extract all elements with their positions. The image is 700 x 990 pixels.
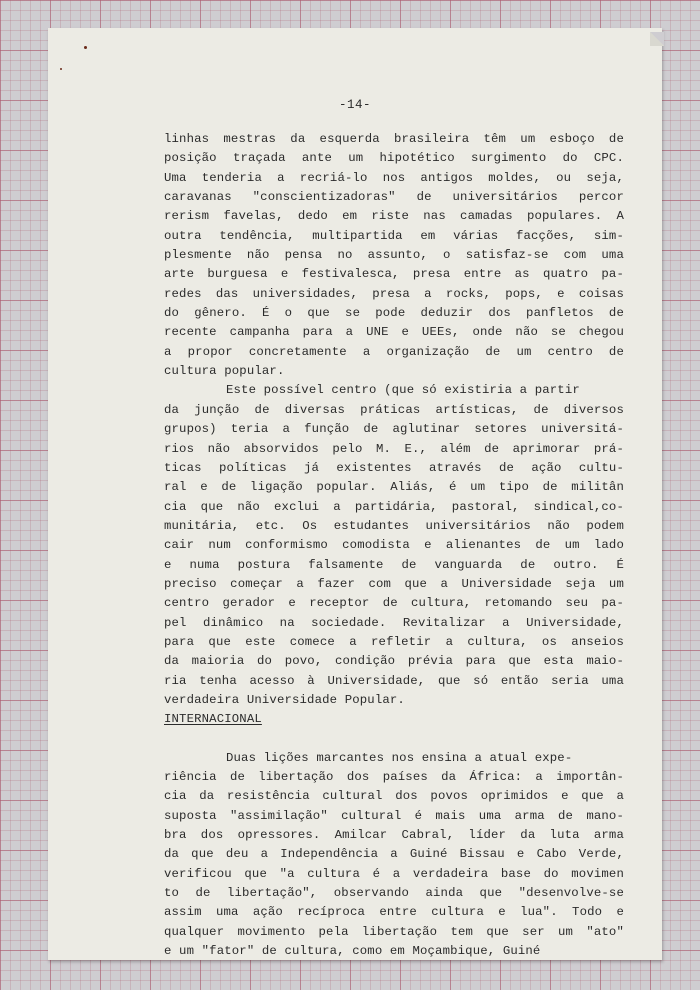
text-line: e numa postura falsamente de vanguarda de outro. É	[164, 557, 624, 572]
text-line: riência de libertação dos países da África: a importân-	[164, 770, 624, 784]
text-line: pel dinâmico na sociedade. Revitalizar a Universidade,	[164, 615, 624, 630]
text-line: e um "fator" de cultura, como em Moçambique, Guiné	[164, 944, 541, 959]
text-line: do gênero. É o que se pode deduzir dos panfletos de	[164, 306, 624, 321]
blank-line	[164, 730, 624, 749]
text-line: rerism favelas, dedo em riste nas camadas populares. A	[164, 209, 624, 224]
text-line: da maioria do povo, condição prévia para que esta maio-	[164, 654, 624, 669]
text-line: outra tendência, multipartida em várias facções, sim-	[164, 228, 624, 243]
text-line: Duas lições marcantes nos ensina a atual expe-	[226, 750, 573, 765]
text-line: cia da resistência cultural dos povos oprimidos e que a	[164, 789, 624, 804]
text-line: para que este comece a refletir a cultura, os anseios	[164, 634, 624, 649]
text-line: a propor concretamente a organização de um centro de	[164, 344, 624, 359]
ink-speck	[84, 46, 87, 49]
text-line: ral e de ligação popular. Aliás, é um tipo de militân	[164, 480, 624, 495]
text-line: caravanas "conscientizadoras" de universitários percor	[164, 190, 624, 205]
text-line: grupos) teria a função de aglutinar setores universitá-	[164, 422, 624, 437]
text-line: rios não absorvidos pelo M. E., além de aprimorar prá-	[164, 441, 624, 456]
text-line: cultura popular.	[164, 364, 285, 379]
text-line: da junção de diversas práticas artísticas, de diversos	[164, 402, 624, 417]
text-line: cia que não exclui a partidária, pastoral, sindical,co-	[164, 499, 624, 514]
text-line: preciso começar a fazer com que a Universidade seja um	[164, 576, 624, 591]
text-line: qualquer movimento pela libertação tem que ser um "ato"	[164, 924, 624, 939]
text-line: plesmente não pensa no assunto, o satisfaz-se com uma	[164, 248, 624, 263]
text-line: assim uma ação recíproca entre cultura e lua". Todo e	[164, 905, 624, 920]
text-line: verdadeira Universidade Popular.	[164, 692, 405, 707]
text-line: da que deu a Independência a Guiné Bissau e Cabo Verde,	[164, 847, 624, 862]
text-line: redes das universidades, presa a rocks, pops, e coisas	[164, 286, 624, 301]
text-line: recente campanha para a UNE e UEEs, onde não se chegou	[164, 325, 624, 340]
text-line: posição traçada ante um hipotético surgimento do CPC.	[164, 151, 624, 166]
text-line: suposta "assimilação" cultural é mais uma arma de mano-	[164, 808, 624, 823]
text-line: linhas mestras da esquerda brasileira têm um esboço de	[164, 132, 624, 146]
section-heading: INTERNACIONAL	[164, 712, 262, 727]
text-line: to de libertação", observando ainda que "desenvolve-se	[164, 886, 624, 901]
text-line: bra dos opressores. Amilcar Cabral, líder da luta arma	[164, 828, 624, 843]
body-text	[164, 130, 624, 961]
text-line: arte burguesa e festivalesca, presa entre as quatro pa-	[164, 267, 624, 282]
document-page	[48, 28, 662, 960]
text-line: ticas políticas já existentes através de ação cultu-	[164, 460, 624, 475]
text-line: centro gerador e receptor de cultura, retomando seu pa-	[164, 596, 624, 611]
folded-corner	[650, 32, 664, 46]
paragraph-2	[164, 381, 624, 710]
text-line: verificou que "a cultura é a verdadeira base do movimen	[164, 866, 624, 881]
text-line: Este possível centro (que só existiria a partir	[226, 383, 580, 398]
section-international	[164, 710, 624, 961]
text-line: Uma tenderia a recriá-lo nos antigos moldes, ou seja,	[164, 170, 624, 185]
text-line: ria tenha acesso à Universidade, que só então seria uma	[164, 673, 624, 688]
section-heading-line	[164, 710, 624, 729]
text-line: munitária, etc. Os estudantes universitários não podem	[164, 518, 624, 533]
text-line: cair num conformismo comodista e alienantes de um lado	[164, 538, 624, 553]
paragraph-1	[164, 130, 624, 381]
ink-speck	[60, 68, 62, 70]
page-number: -14-	[338, 98, 371, 112]
